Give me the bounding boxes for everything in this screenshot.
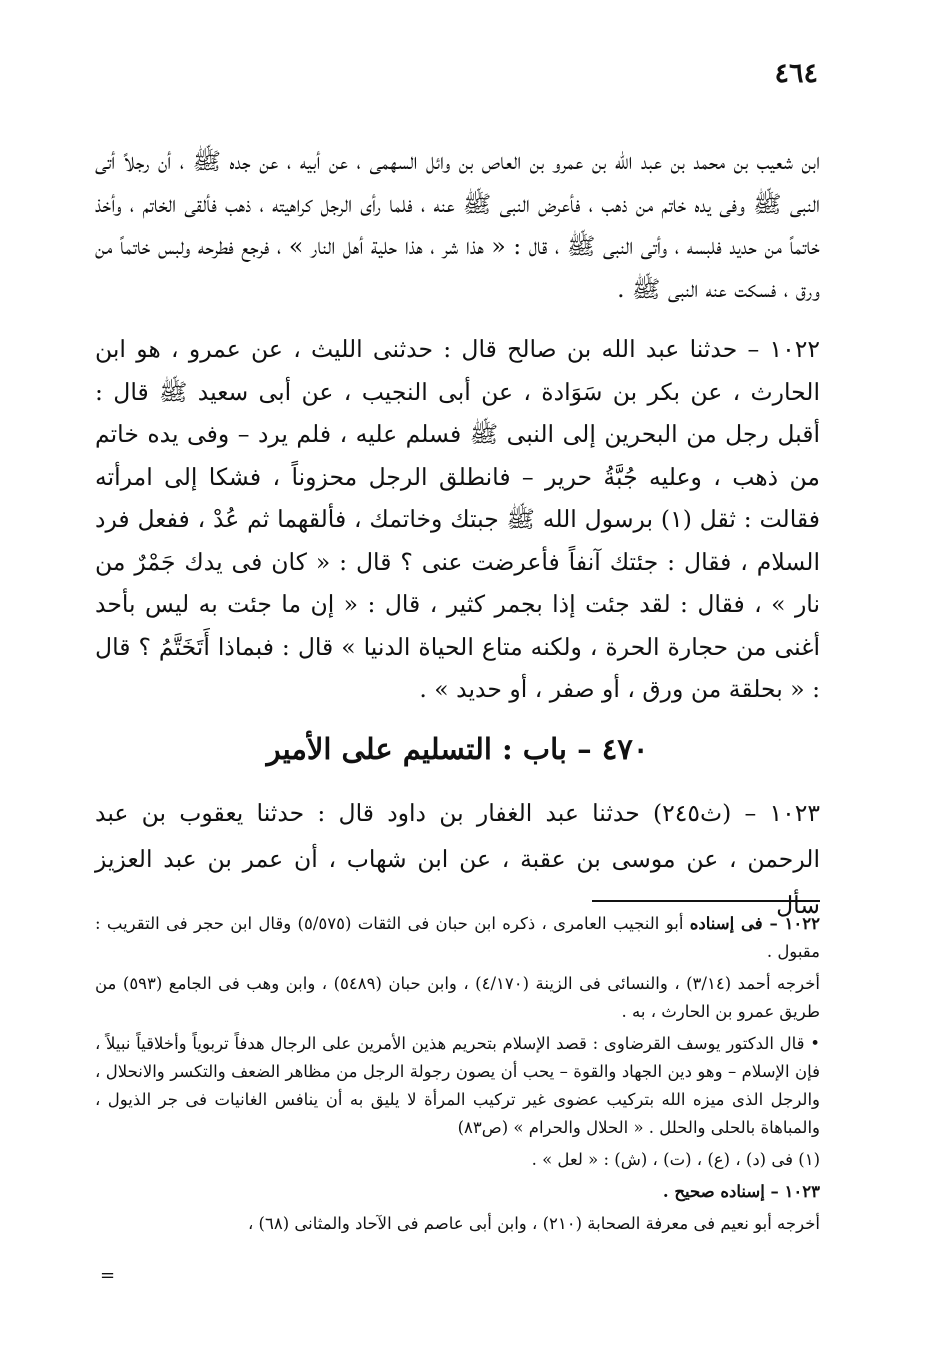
footnote-variant-reading: (١) فى (د) ، (ع) ، (ت) ، (ش) : « لعل » . (531, 1150, 820, 1169)
footnote-1023-grading: ١٠٢٣ – إسناده صحيح . (662, 1182, 820, 1201)
main-text-block-2 (95, 790, 820, 928)
chapter-heading: ٤٧٠ – باب : التسليم على الأمير (266, 732, 649, 766)
footnote-1023-takhrij: أخرجه أبو نعيم فى معرفة الصحابة (٢١٠) ، وابن أبى عاصم فى الآحاد والمثانى (٦٨) ، (247, 1214, 820, 1233)
continuation-mark: = (100, 1265, 116, 1286)
hadith-paragraph-1022: ١٠٢٢ – حدثنا عبد الله بن صالح قال : حدثنى الليث ، عن عمرو ، هو ابن الحارث ، عن بكر بن سَوَادة ، عن أبى النجيب ، عن أبى سعيد ﷺ قال : أقبل رجل من البحرين إلى النبى ﷺ فسلم عليه ، فلم يرد – وفى يده خاتم من ذهب ، وعليه جُبَّةُ حرير – فانطلق الرجل محزوناً ، فشكا إلى امرأته فقالت : ثقل (١) برسول الله ﷺ جبتك وخاتمك ، فألقهما ثم عُدْ ، ففعل فرد السلام ، فقال : جئتك آنفاً فأعرضت عنى ؟ قال : « كان فى يدك جَمْرٌ من نار » ، فقال : لقد جئت إذا بجمر كثير ، قال : « إن ما جئت به ليس بأحد أغنى من حجارة الحرة ، ولكنه متاع الحياة الدنيا » قال : فبماذا أَتَخَتَّمُ ؟ قال : « بحلقة من ورق ، أو صفر ، أو حديد » . (95, 335, 820, 703)
page-number: ٤٦٤ (774, 58, 818, 89)
footnote-1022-narrator (95, 910, 820, 966)
hadith-paragraph-1023: ١٠٢٣ – (ث٢٤٥) حدثنا عبد الغفار بن داود قال : حدثنا يعقوب بن عبد الرحمن ، عن موسى بن عقبة ، عن ابن شهاب ، أن عمر بن عبد العزيز سأل (95, 799, 821, 919)
footnotes-block (95, 910, 820, 1242)
main-text-block (95, 140, 820, 711)
footnote-1022-text: أبو النجيب العامرى ، ذكره ابن حبان فى الثقات (٥/٥٧٥) وقال ابن حجر فى التقريب : مقبول . (95, 914, 820, 961)
footnote-divider (592, 900, 820, 902)
footnote-1022-label: ١٠٢٢ – فى إسناده (689, 914, 820, 933)
footnote-qaradawi-quote: • قال الدكتور يوسف القرضاوى : قصد الإسلام بتحريم هذين الأمرين على الرجال هدفاً تربوياً وأخلاقياً نبيلاً ، فإن الإسلام – وهو دين الجهاد والقوة – يحب أن يصون رجولة الرجل من مظاهر الضعف والتكسر والانحلال ، والرجل الذى ميزه الله بتركيب عضوى غير تركيب المرأة لا يليق به أن ينافس الغانيات فى جر الذيول ، والمباهاة بالحلى والحلل . « الحلال والحرام » (ص٨٣) (95, 1034, 820, 1137)
hadith-paragraph-continuation: ابن شعيب بن محمد بن عبد الله بن عمرو بن العاص بن وائل السهمى ، عن أبيه ، عن جده ﷺ ، أن رجلاً أتى النبى ﷺ وفى يده خاتم من ذهب ، فأعرض النبى ﷺ عنه ، فلما رأى الرجل كراهيته ، ذهب فألقى الخاتم ، وأخذ خاتماً من حديد فلبسه ، وأتى النبى ﷺ ، قال : « هذا شر ، هذا حلية أهل النار » ، فرجع فطرحه ولبس خاتماً من ورق ، فسكت عنه النبى ﷺ . (95, 147, 820, 303)
footnote-1022-takhrij: أخرجه أحمد (٣/١٤) ، والنسائى فى الزينة (٤/١٧٠) ، وابن حبان (٥٤٨٩) ، وابن وهب فى الجامع (٥٩٣) من طريق عمرو بن الحارث ، به . (95, 974, 820, 1021)
